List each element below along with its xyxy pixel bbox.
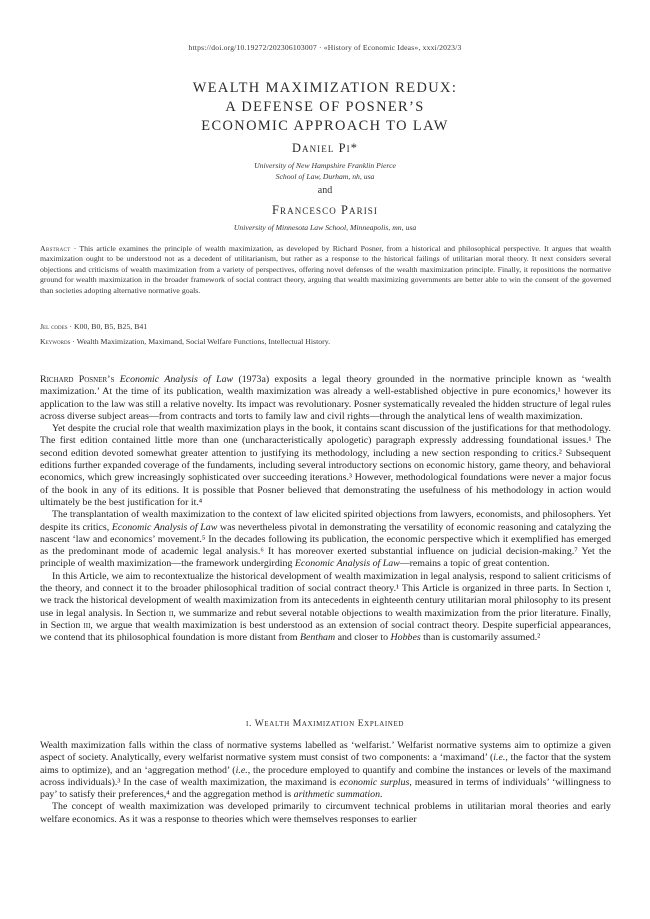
paragraph-text: , the procedure employed to quantify and combine the instances or levels of the maximand across individuals).³ In the case of wealth maximization, the maximand is <box>40 764 612 788</box>
jel-codes <box>40 322 611 332</box>
emphasis: i.e. <box>493 752 506 764</box>
abstract <box>40 244 611 296</box>
running-head: https://doi.org/10.19272/202306103007 · «History of Economic Ideas», xxxi/2023/3 <box>188 43 462 52</box>
section-heading: i. Wealth Maximization Explained <box>246 718 404 729</box>
emphasis: economic surplus <box>339 776 410 788</box>
paragraph <box>40 374 611 423</box>
section-ref: ii <box>168 607 174 619</box>
keywords <box>40 337 611 347</box>
section-ref: iii <box>83 619 91 631</box>
article-title <box>0 79 650 136</box>
separator: · <box>70 337 77 346</box>
author-name-text: Francesco Parisi <box>272 203 378 217</box>
paragraph-text: (1973a) exposits a legal theory grounded in the normative principle known as ‘wealth maximization.’ At the time of its publication, wealth maximization was already a well-established objective in pure economics,¹ however its application to the law was still a relative novelty. Its impact was revolutionary. Posner systematically revealed the hidden structure of legal rules across diverse subject areas—from contracts and torts to family law and civil rights—through the analytical lens of wealth maximization. <box>40 374 612 422</box>
paragraph-text: In this Article, we aim to recontextualize the historical development of wealth maximization in legal analysis, respond to salient criticisms of the theory, and connect it to the broader philosophical tradition of social contract theory.¹ This Article is organized in three parts. In Section <box>40 570 611 595</box>
affiliation-line: University of New Hampshire Franklin Pierce <box>254 161 396 170</box>
introduction <box>40 374 611 645</box>
affiliation-line: School of Law, Durham, nh, usa <box>275 172 375 181</box>
paragraph <box>40 509 611 570</box>
title-line: ECONOMIC APPROACH TO LAW <box>201 118 449 134</box>
paragraph-text: . <box>380 789 383 801</box>
paragraph-text: The transplantation of wealth maximization to the context of law elicited spirited objections from lawyers, economists, and philosophers. Yet despite its critics, <box>40 509 611 533</box>
paragraph-text: , measured in terms of individuals’ ‘willingness to pay’ to satisfy their preferences,⁴ and the aggregation method is <box>40 776 611 801</box>
keywords-text: Wealth Maximization, Maximand, Social Welfare Functions, Intellectual History. <box>76 337 331 346</box>
paragraph-text: , we summarize and rebut several notable objections to wealth maximization from the prior literature. Finally, in Section <box>40 607 611 631</box>
paragraph-text: , we track the historical development of wealth maximization from its antecedents in eighteenth century utilitarian moral philosophy to its present use in legal analysis. In Section <box>40 583 612 619</box>
paragraph <box>40 740 611 801</box>
section-body <box>40 740 611 826</box>
author-footnote-mark: * <box>350 141 359 155</box>
separator: · <box>67 322 74 331</box>
author-name-text: Daniel Pi <box>291 141 351 155</box>
name-ref: Bentham <box>300 632 336 644</box>
abstract-text: This article examines the principle of wealth maximization, as developed by Richard Posner, from a historical and philosophical perspective. It argues that wealth maximization ought to be understood not as a decedent of utilitarianism, but rather as a response to the historical failings of utilitarian moral theory. It next considers several objections and criticisms of wealth maximization from a variety of perspectives, offering novel defenses of the wealth maximization principle. Finally, it repositions the normative ground for wealth maximization in the broader framework of social contract theory, arguing that wealth maximizing governments are better able to win the consent of the governed than societies adopting alternative normative goals. <box>40 244 611 295</box>
lead-in: Richard Posner’s <box>40 374 115 385</box>
paragraph <box>40 571 611 645</box>
author-affiliation <box>0 160 650 182</box>
paragraph: Yet despite the crucial role that wealth maximization plays in the book, it contains scant discussion of the justifications for that methodology. The first edition contained little more than one (uncharacteristically apologetic) paragraph expressly addressing foundational issues.¹ The second edition devoted somewhat greater attention to justifying its methodology, including a new section responding to critics.² Subsequent editions further expanded coverage of the fundaments, including several introductory sections on economic history, game theory, and behavioral economics, which grew increasingly sophisticated over succeeding iterations.³ However, methodological foundations were never a major focus of the book in any of its editions. It is possible that Posner believed that demonstrating the usefulness of his methodology in action would ultimately be the best justification for it.⁴ <box>40 423 611 508</box>
jel-text: K00, B0, B5, B25, B41 <box>73 322 148 331</box>
emphasis: i.e. <box>235 764 248 776</box>
author-name <box>0 141 650 156</box>
author-name <box>0 203 650 218</box>
paragraph-text: was nevertheless pivotal in demonstrating the versatility of economic reasoning and catalyzing the nascent ‘law and economics’ movement.⁵ In the decades following its publication, the economic perspective which it exemplified has emerged as the predominant mode of academic legal analysis.⁶ It has moreover exerted substantial influence on judicial decision-making.⁷ Yet the principle of wealth maximization—the framework undergirding <box>40 521 612 570</box>
book-title: Economic Analysis of Law <box>119 374 234 385</box>
emphasis: arithmetic summation <box>293 789 381 801</box>
book-title: Economic Analysis of Law <box>294 558 400 570</box>
paragraph: The concept of wealth maximization was developed primarily to circumvent technical problems in utilitarian moral theories and early welfare economics. As it was a response to theories which were themselves responses to earlier <box>40 801 611 825</box>
abstract-label: Abstract <box>40 244 71 253</box>
title-line: WEALTH MAXIMIZATION REDUX: <box>192 80 458 96</box>
author-affiliation: University of Minnesota Law School, Minneapolis, mn, usa <box>233 223 417 232</box>
paragraph-text: Wealth maximization falls within the class of normative systems labelled as ‘welfarist.’ Welfarist normative systems aim to optimize a given aspect of society. Analytically, every welfarist normative system must consist of two components: a ‘maximand’ ( <box>40 740 611 764</box>
author-conjunction: and <box>317 185 333 196</box>
title-line: A DEFENSE OF POSNER’S <box>225 99 425 115</box>
paragraph-text: , the factor that the system aims to optimize), and an ‘aggregation method’ ( <box>40 752 611 776</box>
section-ref: i <box>606 583 609 595</box>
paragraph-text: —remains a topic of great contention. <box>399 558 550 570</box>
paragraph-text: than is customarily assumed.² <box>423 632 541 644</box>
jel-label: Jel codes <box>40 322 68 331</box>
keywords-label: Keywords <box>40 337 71 346</box>
separator: · <box>70 244 80 253</box>
paragraph-text: and closer to <box>337 632 389 644</box>
name-ref: Hobbes <box>390 632 421 644</box>
paragraph-text: , we argue that wealth maximization is best understood as an extension of social contract theory. Despite superficial appearances, we contend that its philosophical foundation is more distant from <box>40 619 611 644</box>
book-title: Economic Analysis of Law <box>111 521 218 533</box>
